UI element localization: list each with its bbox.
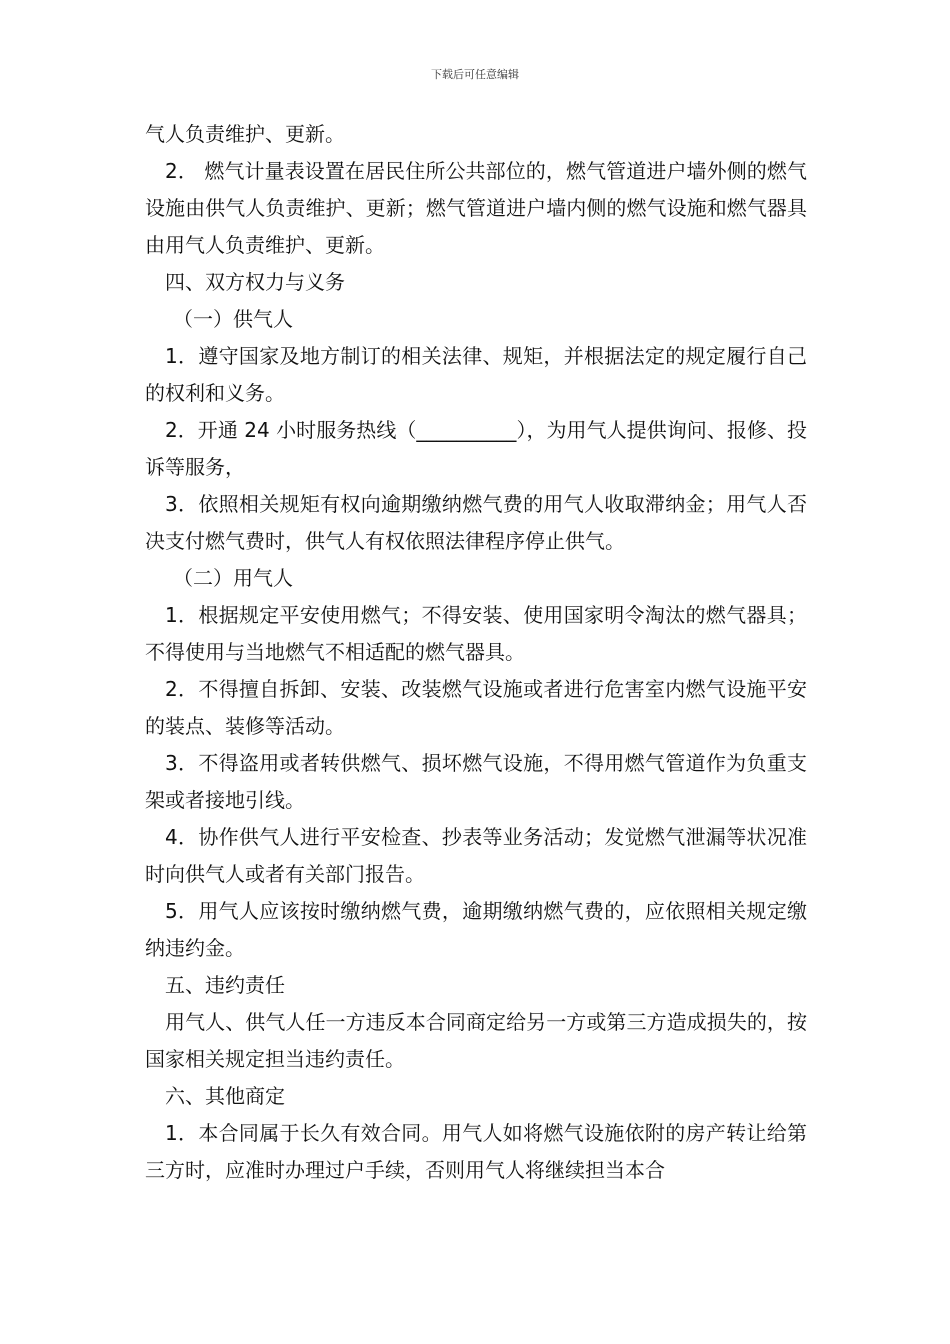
paragraph-user-item-4: 4．协作供气人进行平安检查、抄表等业务活动；发觉燃气泄漏等状况准时向供气人或者有关部门报告。	[145, 825, 807, 886]
paragraph-supplier-item-1: 1．遵守国家及地方制订的相关法律、规矩，并根据法定的规定履行自己的权利和义务。	[145, 344, 807, 405]
paragraph-supplier-item-3: 3．依照相关规矩有权向逾期缴纳燃气费的用气人收取滞纳金；用气人否决支付燃气费时，供气人有权依照法律程序停止供气。	[145, 492, 807, 553]
subsection-heading-supplier: （一）供气人	[173, 307, 293, 331]
paragraph-liability: 用气人、供气人任一方违反本合同商定给另一方或第三方造成损失的，按国家相关规定担当违约责任。	[145, 1010, 807, 1071]
subsection-heading-user: （二）用气人	[173, 566, 293, 590]
section-heading-rights-obligations: 四、双方权力与义务	[165, 270, 345, 294]
paragraph-user-item-1: 1．根据规定平安使用燃气；不得安装、使用国家明令淘汰的燃气器具；不得使用与当地燃气不相适配的燃气器具。	[145, 603, 807, 664]
section-heading-liability: 五、违约责任	[165, 973, 285, 997]
document-body	[145, 116, 807, 1189]
paragraph-user-item-3: 3．不得盗用或者转供燃气、损坏燃气设施，不得用燃气管道作为负重支架或者接地引线。	[145, 751, 807, 812]
section-heading-other: 六、其他商定	[165, 1084, 285, 1108]
paragraph-user-item-2: 2．不得擅自拆卸、安装、改装燃气设施或者进行危害室内燃气设施平安的装点、装修等活动。	[145, 677, 807, 738]
page-header-note: 下载后可任意编辑	[431, 68, 519, 81]
paragraph-continuation: 气人负责维护、更新。	[145, 122, 345, 146]
paragraph-other-item-1: 1．本合同属于长久有效合同。用气人如将燃气设施依附的房产转让给第三方时，应准时办理过户手续，否则用气人将继续担当本合	[145, 1121, 807, 1182]
paragraph-item-2-maintenance: 2． 燃气计量表设置在居民住所公共部位的，燃气管道进户墙外侧的燃气设施由供气人负责维护、更新；燃气管道进户墙内侧的燃气设施和燃气器具由用气人负责维护、更新。	[145, 159, 807, 257]
paragraph-supplier-item-2: 2．开通 24 小时服务热线（__________），为用气人提供询问、报修、投诉等服务，	[145, 418, 807, 479]
paragraph-user-item-5: 5．用气人应该按时缴纳燃气费，逾期缴纳燃气费的，应依照相关规定缴纳违约金。	[145, 899, 807, 960]
